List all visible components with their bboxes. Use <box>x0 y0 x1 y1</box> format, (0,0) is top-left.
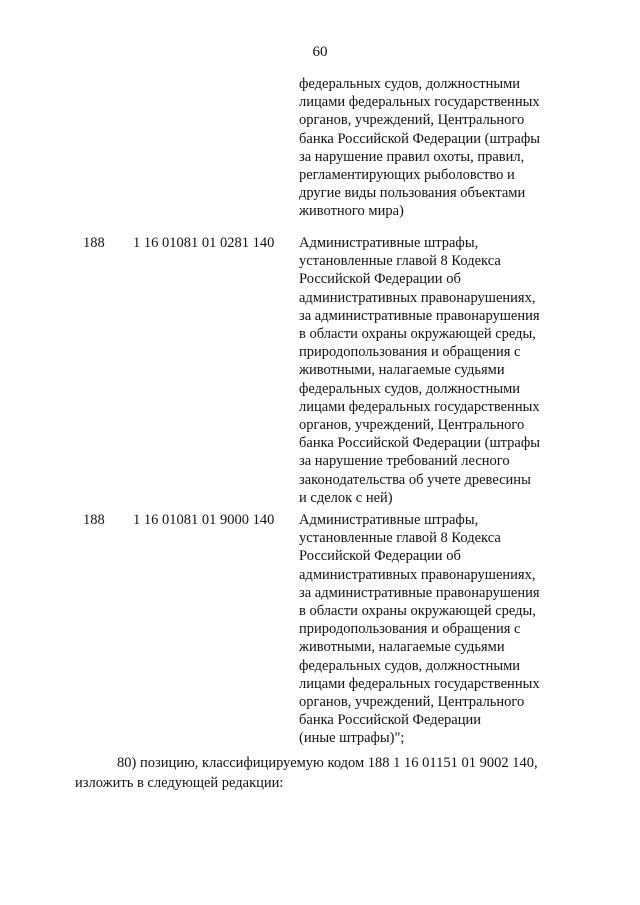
description-line: лицами федеральных государственных <box>299 398 540 415</box>
description-line: банка Российской Федерации <box>299 712 482 729</box>
description-line: животными, налагаемые судьями <box>299 639 505 656</box>
description-line: административных правонарушениях, <box>299 289 536 306</box>
row-description <box>299 511 569 748</box>
description-line: природопользования и обращения с <box>299 344 521 361</box>
description-line: за нарушение правил охоты, правил, <box>299 148 525 165</box>
description-line: за административные правонарушения <box>299 584 540 601</box>
description-line: природопользования и обращения с <box>299 621 521 638</box>
description-line: (иные штрафы)"; <box>299 730 405 747</box>
admin-code: 188 <box>83 235 105 251</box>
description-line: животными, налагаемые судьями <box>299 362 505 379</box>
description-line: регламентирующих рыболовство и <box>299 167 515 184</box>
description-line: Российской Федерации об <box>299 548 461 565</box>
page-number: 60 <box>312 44 328 60</box>
paragraph-line: изложить в следующей редакции: <box>75 775 284 791</box>
description-line: установленные главой 8 Кодекса <box>299 253 501 270</box>
description-line: другие виды пользования объектами <box>299 185 526 202</box>
description-line: лицами федеральных государственных <box>299 94 540 111</box>
description-line: органов, учреждений, Центрального <box>299 417 525 434</box>
kbk-code: 1 16 01081 01 9000 140 <box>133 512 275 528</box>
description-line: федеральных судов, должностными <box>299 76 521 92</box>
description-line: в области охраны окружающей среды, <box>299 603 536 620</box>
description-line: банка Российской Федерации (штрафы <box>299 130 540 147</box>
description-line: лицами федеральных государственных <box>299 675 540 692</box>
continuation-description <box>299 75 569 221</box>
description-line: и сделок с ней) <box>299 489 393 506</box>
description-line: за административные правонарушения <box>299 307 540 324</box>
description-line: Административные штрафы, <box>299 235 479 251</box>
description-line: животного мира) <box>299 203 404 220</box>
description-line: установленные главой 8 Кодекса <box>299 530 501 547</box>
row-description <box>299 234 569 507</box>
description-line: за нарушение требований лесного <box>299 453 510 470</box>
description-line: в области охраны окружающей среды, <box>299 326 536 343</box>
description-line: законодательства об учете древесины <box>299 471 531 488</box>
description-line: федеральных судов, должностными <box>299 657 521 674</box>
description-line: органов, учреждений, Центрального <box>299 112 525 129</box>
description-line: Российской Федерации об <box>299 271 461 288</box>
paragraph-line: 80) позицию, классифицируемую кодом 188 1 16 01151 01 9002 140, <box>117 755 538 771</box>
description-line: Административные штрафы, <box>299 512 479 528</box>
description-line: органов, учреждений, Центрального <box>299 694 525 711</box>
kbk-code: 1 16 01081 01 0281 140 <box>133 235 275 251</box>
description-line: федеральных судов, должностными <box>299 380 521 397</box>
description-line: административных правонарушениях, <box>299 566 536 583</box>
admin-code: 188 <box>83 512 105 528</box>
description-line: банка Российской Федерации (штрафы <box>299 435 540 452</box>
